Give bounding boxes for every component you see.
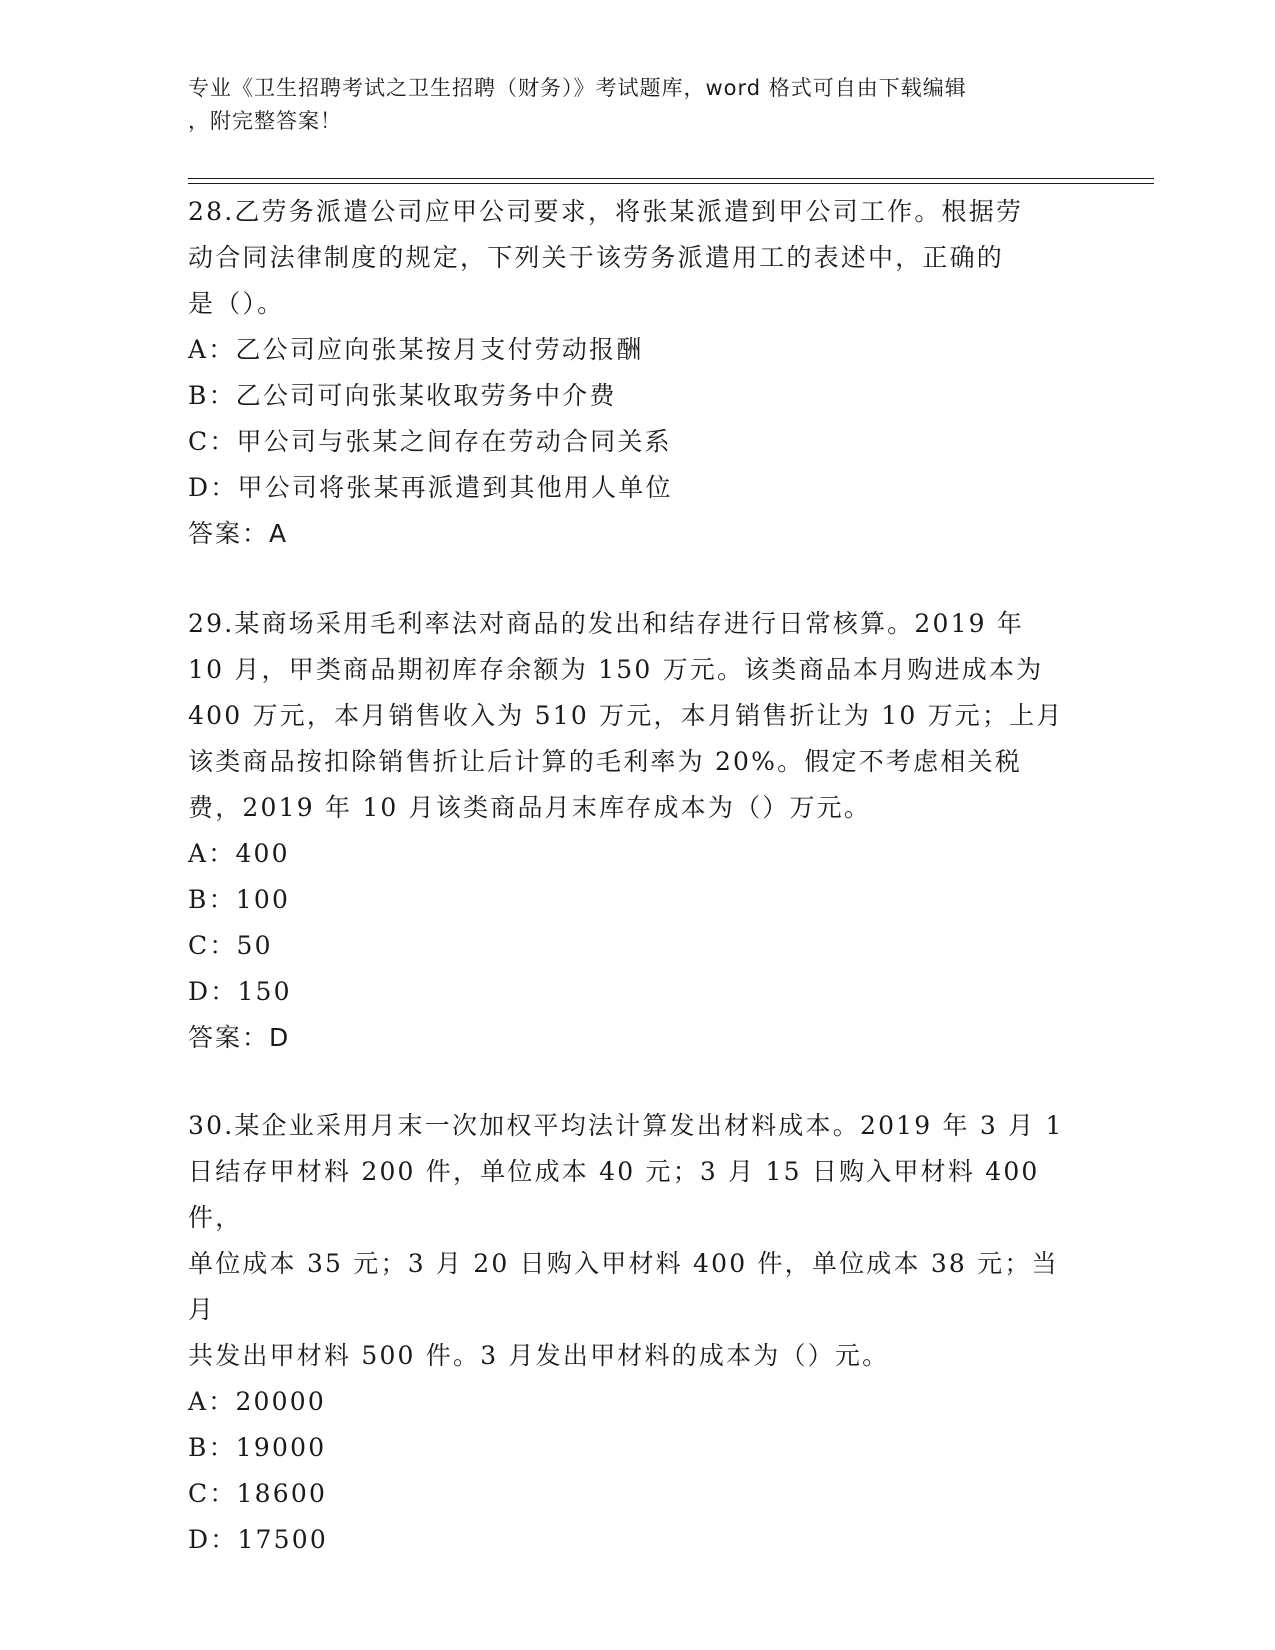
stem-line: 单位成本 35 元；3 月 20 日购入甲材料 400 件，单位成本 38 元；当月 <box>188 1249 1059 1324</box>
option-b: B：乙公司可向张某收取劳务中介费 <box>188 381 617 410</box>
stem-line: 日结存甲材料 200 件，单位成本 40 元；3 月 15 日购入甲材料 400 件， <box>188 1157 1040 1232</box>
question-stem <box>188 189 1078 327</box>
option-d: D：150 <box>188 977 292 1006</box>
option-d: D：甲公司将张某再派遣到其他用人单位 <box>188 473 673 502</box>
question-29 <box>188 601 1078 1061</box>
stem-line: 10 月，甲类商品期初库存余额为 150 万元。该类商品本月购进成本为 <box>188 655 1044 684</box>
stem-line: 动合同法律制度的规定，下列关于该劳务派遣用工的表述中，正确的 <box>188 243 1005 272</box>
question-28 <box>188 189 1078 557</box>
document-header <box>188 72 1068 138</box>
option-a: A：20000 <box>188 1387 326 1416</box>
option-b: B：100 <box>188 885 291 914</box>
stem-line: 费，2019 年 10 月该类商品月末库存成本为（）万元。 <box>188 793 872 822</box>
option-a: A：乙公司应向张某按月支付劳动报酬 <box>188 335 644 364</box>
stem-line: 29.某商场采用毛利率法对商品的发出和结存进行日常核算。2019 年 <box>188 609 1025 638</box>
option-b: B：19000 <box>188 1433 327 1462</box>
stem-line: 400 万元，本月销售收入为 510 万元，本月销售折让为 10 万元；上月 <box>188 701 1064 730</box>
answer: 答案：A <box>188 519 289 548</box>
question-stem <box>188 1103 1078 1379</box>
stem-line: 是（）。 <box>188 289 285 318</box>
stem-line: 该类商品按扣除销售折让后计算的毛利率为 20%。假定不考虑相关税 <box>188 747 1022 776</box>
header-line-1: 专业《卫生招聘考试之卫生招聘（财务）》考试题库，word 格式可自由下载编辑 <box>188 76 967 100</box>
option-c: C：甲公司与张某之间存在劳动合同关系 <box>188 427 672 456</box>
header-rule-thick <box>188 183 1154 184</box>
question-30 <box>188 1103 1078 1563</box>
option-a: A：400 <box>188 839 290 868</box>
answer: 答案：D <box>188 1023 291 1052</box>
header-line-2: ，附完整答案！ <box>188 109 342 133</box>
option-d: D：17500 <box>188 1525 328 1554</box>
option-c: C：18600 <box>188 1479 328 1508</box>
option-c: C：50 <box>188 931 273 960</box>
stem-line: 共发出甲材料 500 件。3 月发出甲材料的成本为（）元。 <box>188 1341 890 1370</box>
stem-line: 30.某企业采用月末一次加权平均法计算发出材料成本。2019 年 3 月 1 <box>188 1111 1064 1140</box>
header-rule-thin <box>188 178 1154 179</box>
question-stem <box>188 601 1078 831</box>
stem-line: 28.乙劳务派遣公司应甲公司要求，将张某派遣到甲公司工作。根据劳 <box>188 197 1024 226</box>
